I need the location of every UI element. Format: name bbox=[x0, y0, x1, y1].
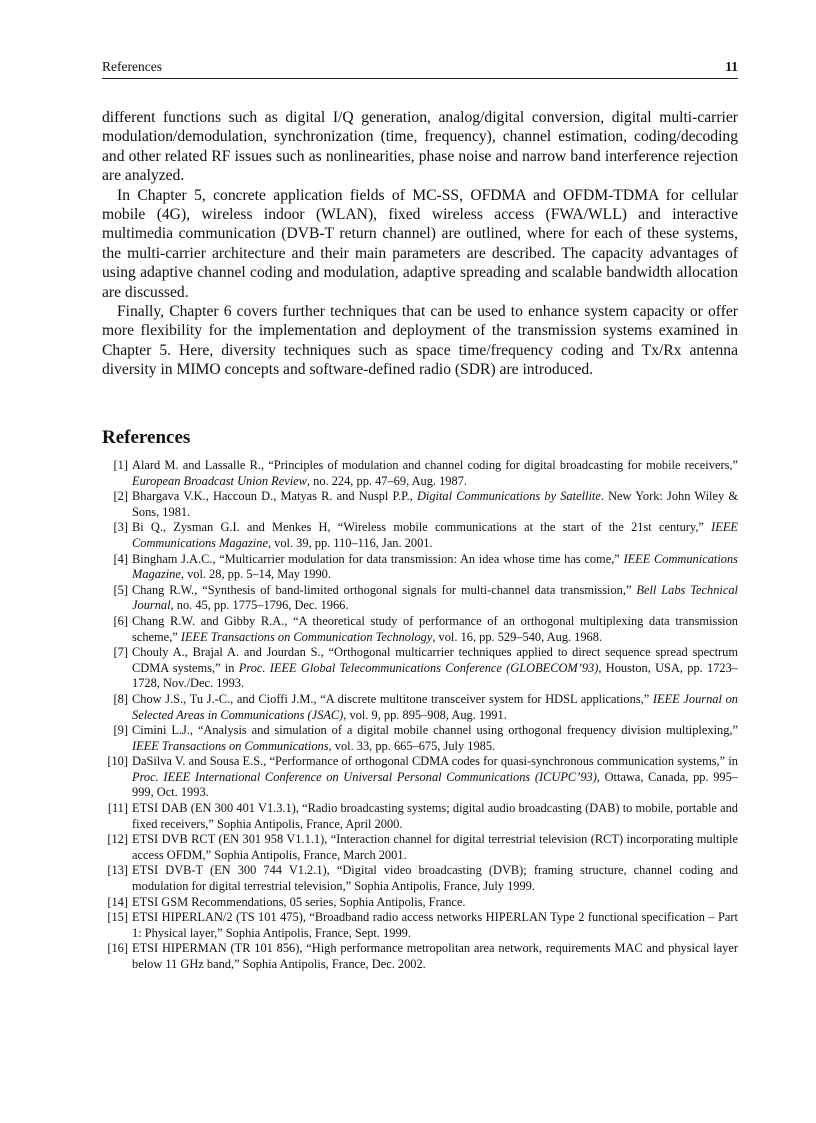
reference-text-details: , Houston, USA, pp. 1723–1728, Nov./Dec. 1993. bbox=[132, 660, 738, 691]
reference-text-plain: ETSI GSM Recommendations, 05 series, Sophia Antipolis, France. bbox=[132, 894, 466, 909]
reference-text-plain: ETSI HIPERMAN (TR 101 856), “High performance metropolitan area network, requirements MAC and physical layer below 11 GHz band,” Sophia Antipolis, France, Dec. 2002. bbox=[132, 941, 738, 971]
reference-text-plain: Alard M. and Lassalle R., “Principles of modulation and channel coding for digital broadcasting for mobile receivers,” bbox=[132, 458, 738, 472]
reference-text bbox=[132, 832, 738, 862]
reference-number: [10] bbox=[107, 754, 128, 769]
reference-text-plain: DaSilva V. and Sousa E.S., “Performance of orthogonal CDMA codes for quasi-synchronous communication systems,” in bbox=[132, 754, 738, 769]
reference-source-title: Bell Labs Technical Journal bbox=[132, 582, 738, 613]
reference-text bbox=[132, 583, 738, 613]
reference-text bbox=[132, 520, 738, 550]
reference-text bbox=[132, 552, 738, 582]
reference-text-plain: ETSI DVB-T (EN 300 744 V1.2.1), “Digital video broadcasting (DVB); framing structure, channel coding and modulation for digital terrestrial television,” Sophia Antipolis, France, July 1999. bbox=[132, 863, 738, 894]
reference-number: [8] bbox=[113, 691, 128, 706]
reference-source-title: IEEE Transactions on Communications bbox=[132, 738, 329, 753]
reference-text-plain: ETSI DVB RCT (EN 301 958 V1.1.1), “Interaction channel for digital terrestrial television (RCT) incorporating multiple access OFDM,” Sophia Antipolis, France, March 2001. bbox=[132, 832, 738, 862]
reference-number: [12] bbox=[107, 832, 128, 847]
reference-item bbox=[102, 910, 738, 941]
reference-text bbox=[132, 614, 738, 644]
reference-text-plain: Chang R.W., “Synthesis of band-limited orthogonal signals for multi-channel data transmission,” bbox=[132, 582, 637, 597]
reference-text-details: , vol. 33, pp. 665–675, July 1985. bbox=[328, 738, 496, 753]
reference-number: [16] bbox=[107, 941, 128, 956]
reference-number: [15] bbox=[107, 910, 128, 925]
reference-text bbox=[132, 692, 738, 722]
reference-source-title: Proc. IEEE Global Telecommunications Conference (GLOBECOM’93) bbox=[238, 660, 599, 675]
reference-number: [2] bbox=[113, 489, 128, 504]
reference-text-plain: ETSI DAB (EN 300 401 V1.3.1), “Radio broadcasting systems; digital audio broadcasting (DAB) to mobile, portable and fixed receivers,” Sophia Antipolis, France, April 2000. bbox=[132, 801, 738, 831]
reference-number: [14] bbox=[107, 894, 128, 909]
body-paragraph: Finally, Chapter 6 covers further techniques that can be used to enhance system capacity or offer more flexibility for the implementation and deployment of the transmission systems examined in Chapter 5. Here, diversity techniques such as space time/frequency coding and Tx/Rx antenna diversity in MIMO concepts and software-defined radio (SDR) are introduced. bbox=[102, 303, 738, 379]
reference-number: [1] bbox=[113, 458, 128, 472]
reference-text bbox=[132, 910, 738, 940]
reference-item bbox=[102, 692, 738, 723]
reference-source-title: IEEE Communications Magazine bbox=[132, 551, 738, 582]
reference-text bbox=[132, 754, 738, 799]
reference-item bbox=[102, 941, 738, 972]
reference-text bbox=[132, 801, 738, 831]
body-text bbox=[102, 108, 738, 380]
reference-item bbox=[102, 552, 738, 583]
reference-source-title: European Broadcast Union Review bbox=[132, 473, 307, 488]
reference-text-plain: ETSI HIPERLAN/2 (TS 101 475), “Broadband radio access networks HIPERLAN Type 2 functional specification – Part 1: Physical layer,” Sophia Antipolis, France, Sept. 1999. bbox=[132, 910, 738, 940]
reference-text-details: , vol. 9, pp. 895–908, Aug. 1991. bbox=[343, 707, 507, 722]
references-heading: References bbox=[102, 427, 191, 448]
page-number: 11 bbox=[725, 59, 738, 74]
reference-text-details: , no. 45, pp. 1775–1796, Dec. 1966. bbox=[170, 598, 349, 613]
reference-source-title: IEEE Communications Magazine bbox=[132, 520, 738, 550]
reference-text-plain: Chouly A., Brajal A. and Jourdan S., “Orthogonal multicarrier techniques applied to direct sequence spread spectrum CDMA systems,” in bbox=[132, 645, 738, 675]
reference-item bbox=[102, 832, 738, 863]
reference-text-plain: Bi Q., Zysman G.I. and Menkes H, “Wireless mobile communications at the start of the 21st century,” bbox=[132, 520, 712, 535]
reference-item bbox=[102, 895, 738, 911]
reference-text bbox=[132, 863, 738, 893]
reference-number: [13] bbox=[107, 863, 128, 878]
reference-text-plain: Cimini L.J., “Analysis and simulation of a digital mobile channel using orthogonal frequency division multiplexing,” bbox=[132, 723, 738, 738]
reference-item bbox=[102, 645, 738, 692]
reference-number: [6] bbox=[113, 613, 128, 628]
reference-item bbox=[102, 754, 738, 801]
body-paragraph: In Chapter 5, concrete application fields of MC-SS, OFDMA and OFDM-TDMA for cellular mobile (4G), wireless indoor (WLAN), fixed wireless access (FWA/WLL) and interactive multimedia communication (DVB-T return channel) are outlined, where for each of these systems, the multi-carrier architecture and their main parameters are described. The capacity advantages of using adaptive channel coding and modulation, adaptive spreading and scalable bandwidth allocation are discussed. bbox=[102, 186, 738, 301]
running-header bbox=[102, 58, 738, 79]
reference-number: [3] bbox=[113, 520, 128, 535]
reference-text-details: , Ottawa, Canada, pp. 995–999, Oct. 1993. bbox=[132, 769, 738, 800]
reference-number: [11] bbox=[107, 801, 128, 816]
reference-text bbox=[132, 489, 738, 519]
reference-text-plain: Bhargava V.K., Haccoun D., Matyas R. and Nuspl P.P., bbox=[132, 489, 417, 504]
body-paragraph: different functions such as digital I/Q generation, analog/digital conversion, digital multi-carrier modulation/demodulation, synchronization (time, frequency), channel estimation, coding/decoding and other related RF issues such as nonlinearities, phase noise and narrow band interference rejection are analyzed. bbox=[102, 109, 738, 185]
reference-source-title: IEEE Transactions on Communication Technology bbox=[180, 629, 433, 644]
reference-text bbox=[132, 723, 738, 753]
reference-item bbox=[102, 583, 738, 614]
reference-item bbox=[102, 520, 738, 551]
running-header-title: References bbox=[102, 59, 162, 74]
reference-text bbox=[132, 645, 738, 690]
reference-text-details: , vol. 16, pp. 529–540, Aug. 1968. bbox=[432, 629, 603, 644]
reference-source-title: IEEE Journal on Selected Areas in Communications (JSAC) bbox=[132, 691, 738, 722]
reference-text-plain: Chow J.S., Tu J.-C., and Cioffi J.M., “A discrete multitone transceiver system for HDSL applications,” bbox=[132, 691, 653, 706]
reference-number: [9] bbox=[113, 723, 128, 738]
reference-item bbox=[102, 614, 738, 645]
reference-source-title: Proc. IEEE International Conference on Universal Personal Communications (ICUPC’93) bbox=[132, 769, 597, 784]
reference-text bbox=[132, 941, 738, 971]
reference-item bbox=[102, 723, 738, 754]
reference-number: [5] bbox=[113, 582, 128, 597]
reference-number: [7] bbox=[113, 645, 128, 660]
reference-text bbox=[132, 458, 738, 488]
reference-text-plain: Chang R.W. and Gibby R.A., “A theoretical study of performance of an orthogonal multiplexing data transmission scheme,” bbox=[132, 613, 738, 644]
reference-text-details: , vol. 28, pp. 5–14, May 1990. bbox=[180, 567, 331, 582]
reference-source-title: Digital Communications by Satellite bbox=[416, 489, 601, 504]
reference-text-plain: Bingham J.A.C., “Multicarrier modulation for data transmission: An idea whose time has come,” bbox=[132, 551, 624, 566]
reference-text-details: , vol. 39, pp. 110–116, Jan. 2001. bbox=[267, 535, 433, 550]
reference-item bbox=[102, 458, 738, 489]
reference-text-details: . New York: John Wiley & Sons, 1981. bbox=[132, 489, 738, 519]
reference-text bbox=[132, 895, 465, 909]
reference-item bbox=[102, 489, 738, 520]
reference-text-details: , no. 224, pp. 47–69, Aug. 1987. bbox=[306, 473, 467, 488]
reference-item bbox=[102, 801, 738, 832]
reference-number: [4] bbox=[113, 551, 128, 566]
reference-item bbox=[102, 863, 738, 894]
reference-list bbox=[102, 458, 738, 973]
